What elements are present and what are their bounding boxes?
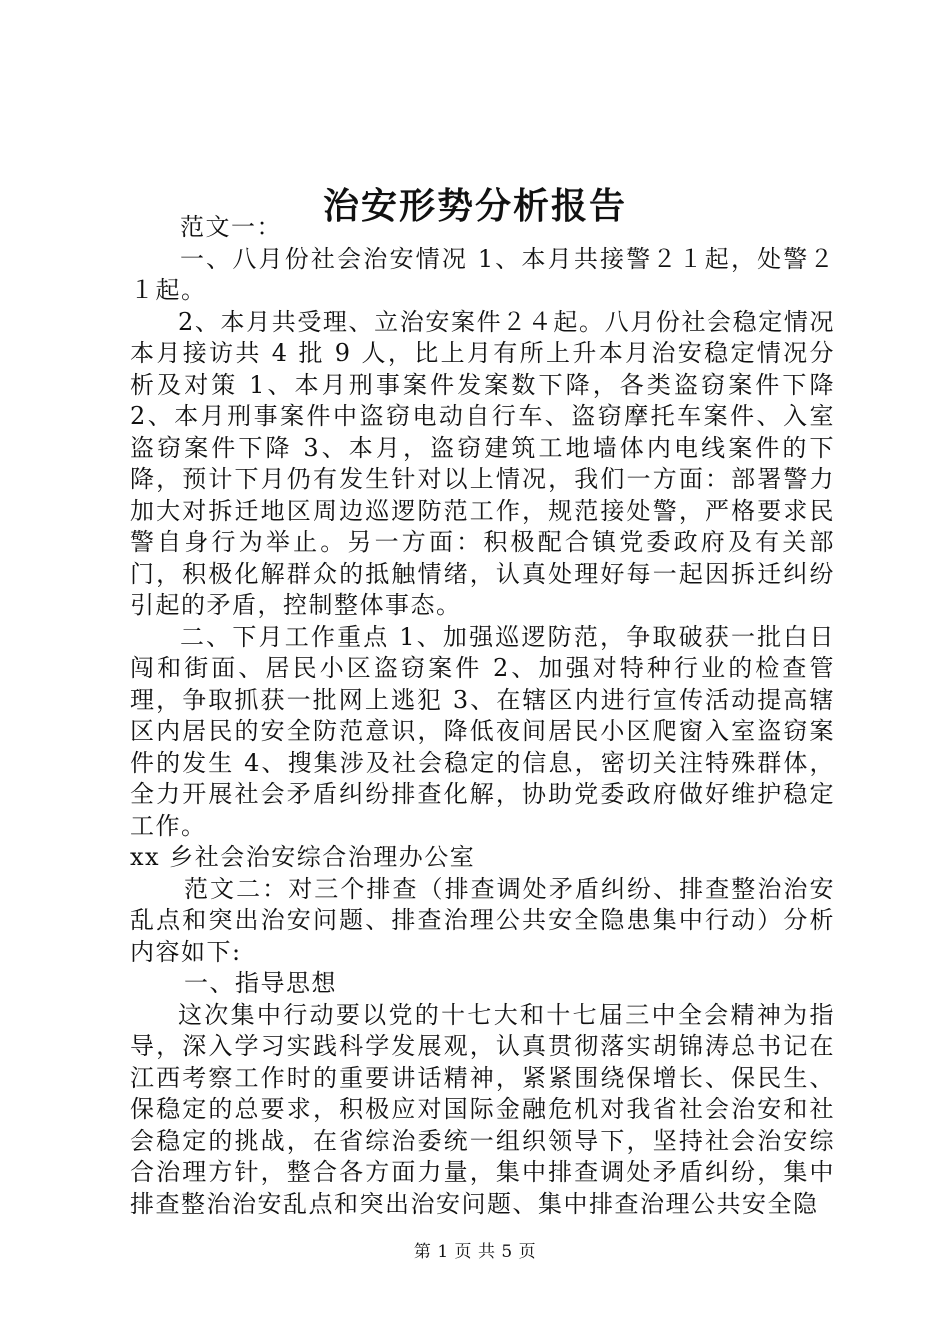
paragraph-guiding-idea: 这次集中行动要以党的十七大和十七届三中全会精神为指导，深入学习实践科学发展观，认真贯彻落实胡锦涛总书记在江西考察工作时的重要讲话精神，紧紧围绕保增长、保民生、保稳定的总要求，积极应对国际金融危机对我省社会治安和社会稳定的挑战，在省综治委统一组织领导下，坚持社会治安综合治理方针，整合各方面力量，集中排查调处矛盾纠纷，集中排查整治治安乱点和突出治安问题、集中排查治理公共安全隐: [130, 1000, 835, 1218]
document-title: 治安形势分析报告: [322, 185, 627, 227]
paragraph-sample-one-label: 范文一：: [180, 213, 282, 241]
paragraph-sample-two: 范文二：对三个排查（排查调处矛盾纠纷、排查整治治安乱点和突出治安问题、排查治理公共安全隐患集中行动）分析内容如下:: [130, 874, 835, 966]
document-body: [130, 212, 835, 1220]
page-number-footer: 第 1 页 共 5 页: [413, 1242, 537, 1262]
paragraph-cases-and-measures: 2、本月共受理、立治安案件２４起。八月份社会稳定情况本月接访共 4 批 9 人，比上月有所上升本月治安稳定情况分析及对策 1、本月刑事案件发案数下降，各类盗窃案件下降 2、本月刑事案件中盗窃电动自行车、盗窃摩托车案件、入室盗窃案件下降 3、本月，盗窃建筑工地墙体内电线案件的下降，预计下月仍有发生针对以上情况，我们一方面：部署警力加大对拆迁地区周边巡逻防范工作，规范接处警，严格要求民警自身行为举止。另一方面：积极配合镇党委政府及有关部门，积极化解群众的抵触情绪，认真处理好每一起因拆迁纠纷引起的矛盾，控制整体事态。: [130, 307, 835, 619]
paragraph-office-name: xx 乡社会治安综合治理办公室: [130, 843, 476, 871]
paragraph-section-one: 一、八月份社会治安情况 1、本月共接警２１起，处警２１起。: [130, 244, 835, 304]
paragraph-section-two: 二、下月工作重点 1、加强巡逻防范，争取破获一批白日闯和街面、居民小区盗窃案件 2、加强对特种行业的检查管理，争取抓获一批网上逃犯 3、在辖区内进行宣传活动提高辖区内居民的安全防范意识，降低夜间居民小区爬窗入室盗窃案件的发生 4、搜集涉及社会稳定的信息，密切关注特殊群体，全力开展社会矛盾纠纷排查化解，协助党委政府做好维护稳定工作。: [130, 622, 835, 840]
paragraph-guiding-idea-heading: 一、指导思想: [184, 969, 337, 997]
